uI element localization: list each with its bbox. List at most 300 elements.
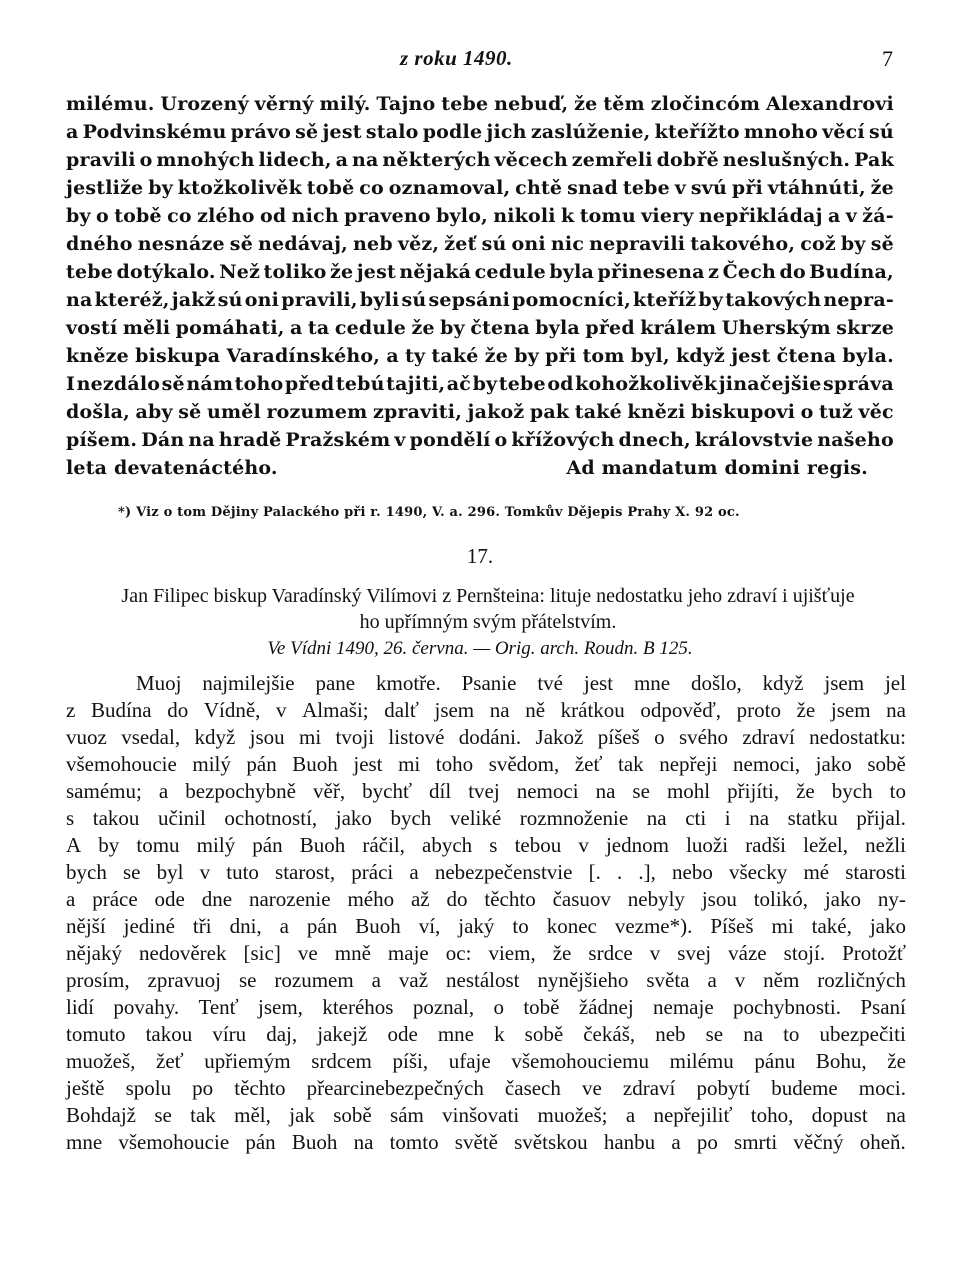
word: a (66, 887, 76, 911)
word: [. (588, 860, 601, 884)
word: přearcinebezpečných (306, 1076, 484, 1100)
word: žádnej (578, 995, 634, 1019)
word: a (335, 149, 349, 171)
word: luoži (686, 833, 729, 857)
word: rozmnoženie (519, 806, 629, 830)
word: sú (868, 121, 894, 143)
word: že (329, 261, 354, 283)
word: snad (567, 177, 618, 199)
word: statku (787, 806, 838, 830)
word: Vídně, (203, 698, 261, 722)
word: jest (583, 671, 614, 695)
word: zemřeli (571, 149, 653, 171)
word: co (167, 205, 192, 227)
word: nepra- (823, 289, 894, 311)
word: jest (322, 121, 362, 143)
word: mne (437, 1022, 474, 1046)
word: věc (858, 401, 894, 423)
word: takou (145, 1022, 193, 1046)
word: s (489, 833, 498, 857)
word: práci (351, 860, 394, 884)
word: tebú (335, 373, 385, 395)
word: a (371, 968, 381, 992)
word: a (707, 968, 717, 992)
word: čtena (470, 317, 530, 339)
word: vinšovati (442, 1103, 520, 1127)
word: hradě (218, 429, 282, 451)
word: važ (398, 968, 429, 992)
word: a (625, 1103, 636, 1127)
word: v (845, 205, 857, 227)
word: neb (655, 1022, 686, 1046)
word: tajiti, (386, 373, 446, 395)
word: jako (815, 752, 852, 776)
word: věz, (397, 233, 440, 255)
word: by (472, 373, 498, 395)
word: bych (831, 779, 873, 803)
word: listové (388, 725, 445, 749)
word: maje (387, 941, 429, 965)
word: ač (446, 373, 472, 395)
word: milému (669, 1049, 734, 1073)
word: pánu (754, 1049, 796, 1073)
word: o (494, 429, 508, 451)
word: jsem (830, 698, 871, 722)
word: tom (582, 345, 625, 367)
word: od (259, 205, 287, 227)
text-line (66, 342, 894, 370)
word: ubezpečiti (819, 1022, 906, 1046)
word: na (489, 698, 510, 722)
word: Tajno (376, 93, 436, 115)
word: rozličných (817, 968, 906, 992)
word: bylo, (436, 205, 488, 227)
word: jakejž (317, 1022, 368, 1046)
word: o (96, 205, 109, 227)
word: při (545, 345, 577, 367)
word: sám (390, 1103, 424, 1127)
word: nebezpečenstvie (434, 860, 573, 884)
word: věcí (822, 121, 865, 143)
word: kmotře. (376, 671, 441, 695)
word: kteréž, (94, 289, 170, 311)
word: biskupa (135, 345, 221, 367)
word: světě (454, 1130, 498, 1154)
word: veliké (449, 806, 502, 830)
word: byla (549, 261, 595, 283)
word: Alexandrovi (766, 93, 894, 115)
word: o (493, 995, 504, 1019)
word: jsou (701, 887, 737, 911)
word: jsem (434, 698, 475, 722)
word: díl (428, 779, 452, 803)
summary-line: Jan Filipec biskup Varadínský Vilímovi z Pernšteina: lituje nedostatku jeho zdraví i ujišťuje (121, 585, 855, 607)
word: až (410, 887, 430, 911)
word: nezdálo (76, 373, 161, 395)
word: daj, (266, 1022, 298, 1046)
word: tebe (66, 261, 114, 283)
word: knězi (627, 401, 686, 423)
word: mi (299, 725, 322, 749)
word: Dán (141, 429, 185, 451)
word: ještě (66, 1076, 105, 1100)
word: srdce (588, 941, 633, 965)
word: na (66, 289, 93, 311)
word: že (574, 93, 598, 115)
word: žá- (862, 205, 894, 227)
word: a (409, 860, 419, 884)
word: Varadínského, (226, 345, 381, 367)
word: sepsáni (428, 289, 511, 311)
word: mne (633, 671, 671, 695)
word: muožeš, (66, 1049, 136, 1073)
word: vuoz (66, 725, 107, 749)
word: váze (728, 941, 767, 965)
word: nedostatku: (809, 725, 906, 749)
word: po (696, 1130, 718, 1154)
word: Psanie (461, 671, 517, 695)
text-line (66, 994, 906, 1021)
footnote: *) Viz o tom Dějiny Palackého při r. 1490, V. a. 296. Tomkův Dějepis Prahy X. 92 oc. (118, 505, 740, 520)
word: krátkou (560, 698, 625, 722)
word: dodáni. (458, 725, 522, 749)
word: jakž (171, 289, 216, 311)
word: bych (66, 860, 107, 884)
word: praveno (344, 205, 431, 227)
word: neslušných. (722, 149, 851, 171)
word: před (585, 317, 635, 339)
word: viery (641, 205, 694, 227)
word: tuž (819, 401, 853, 423)
running-head: z roku 1490. (400, 46, 513, 70)
word: byli (359, 289, 400, 311)
text-line (66, 1129, 906, 1156)
word: nám (186, 373, 234, 395)
word: jsem, (258, 995, 303, 1019)
word: se (705, 1022, 724, 1046)
word: sú (401, 289, 427, 311)
page-number: 7 (882, 46, 893, 71)
word: a (827, 205, 841, 227)
word: takového, (690, 233, 796, 255)
word: pane (315, 671, 356, 695)
word: cedule (474, 261, 546, 283)
word: nemaje (653, 995, 714, 1019)
word: sě (178, 401, 202, 423)
word: starost, (275, 860, 336, 884)
word: oheň. (859, 1130, 906, 1154)
word: jest (731, 345, 771, 367)
word: milý (196, 833, 236, 857)
word: nepravili (589, 233, 686, 255)
word: i (724, 806, 731, 830)
word: k (494, 1022, 505, 1046)
word: těm (603, 93, 645, 115)
word: na (595, 779, 616, 803)
word: budeme (771, 1076, 838, 1100)
word: tvej (468, 779, 500, 803)
text-line (66, 1021, 906, 1048)
word: čtena (776, 345, 837, 367)
word: cti (685, 806, 707, 830)
word: dopust (811, 1103, 868, 1127)
word: z (66, 698, 76, 722)
word: jediné (123, 914, 175, 938)
text-line (66, 118, 894, 146)
word: ty (405, 345, 426, 367)
word: tři (192, 914, 212, 938)
word: vezme*). (614, 914, 693, 938)
word: sobě (867, 752, 906, 776)
word: dobřě (656, 149, 719, 171)
word: [sic] (243, 941, 281, 965)
text-line (66, 859, 906, 886)
word: tvé (537, 671, 563, 695)
word: pochybnosti. (733, 995, 841, 1019)
word: na (886, 698, 906, 722)
word: uměl (206, 401, 261, 423)
word: jako (824, 887, 861, 911)
word: a (289, 317, 303, 339)
word: podle (422, 121, 483, 143)
word: nebo (672, 860, 713, 884)
word: přijíti, (727, 779, 780, 803)
word: kohožkolivěk (575, 373, 718, 395)
word: nedověrek (139, 941, 227, 965)
word: pán (246, 752, 277, 776)
word: viem, (488, 941, 536, 965)
word: samému; (66, 779, 142, 803)
word: nynějšieho (537, 968, 629, 992)
word: co (359, 177, 384, 199)
word: oznamoval, (388, 177, 511, 199)
word: světa (646, 968, 690, 992)
word: proto (736, 698, 781, 722)
word: nebuď, (494, 93, 569, 115)
word: radši (745, 833, 787, 857)
word: v (649, 941, 661, 965)
word: jakož (467, 401, 525, 423)
word: jestliže (66, 177, 144, 199)
word: . (616, 860, 623, 884)
word: pondělí (409, 429, 491, 451)
word: pán (306, 914, 338, 938)
word: pravili (66, 149, 136, 171)
word: smrti (734, 1130, 778, 1154)
word: časuov (552, 887, 611, 911)
text-line (66, 90, 894, 118)
word: I (66, 373, 76, 395)
word: nesnáze (137, 233, 225, 255)
word: králem (640, 317, 717, 339)
word: křížových (511, 429, 615, 451)
word: o (654, 725, 665, 749)
word: ví, (418, 914, 441, 938)
word: kněze (66, 345, 129, 367)
word: byl (156, 860, 184, 884)
word: před (284, 373, 335, 395)
word: jaký (458, 914, 495, 938)
word: časech (504, 1076, 561, 1100)
word: jsem (824, 671, 865, 695)
word: toho (435, 752, 474, 776)
word: mi (771, 914, 794, 938)
word: žeť (444, 233, 477, 255)
word: nestálost (446, 968, 520, 992)
word: Bohdajž (66, 1103, 136, 1127)
text-line (66, 913, 906, 940)
word: pomocníci, (512, 289, 631, 311)
word: tebou (514, 833, 562, 857)
word: po (192, 1076, 214, 1100)
word: mnohých (156, 149, 255, 171)
closing-line (66, 454, 894, 482)
word: prosím, (66, 968, 130, 992)
word: svědom, (488, 752, 560, 776)
word: se (632, 779, 650, 803)
word: Tenť (198, 995, 239, 1019)
word: vostí (66, 317, 118, 339)
word: z (708, 261, 720, 283)
word: našeho (817, 429, 894, 451)
text-line (66, 805, 906, 832)
word: sě (295, 121, 319, 143)
word: v (674, 177, 686, 199)
word: že (796, 779, 815, 803)
text-line (66, 426, 894, 454)
word: také (574, 401, 622, 423)
word: dni, (229, 914, 262, 938)
word: tuto (226, 860, 259, 884)
word: bychť (362, 779, 412, 803)
word: že (870, 177, 894, 199)
word: svej (677, 941, 712, 965)
word: mi (398, 752, 421, 776)
word: sobě (524, 1022, 564, 1046)
word: v (199, 860, 211, 884)
word: rozumem (266, 401, 368, 423)
word: pán (252, 833, 283, 857)
text-line (66, 370, 894, 398)
word: že (411, 317, 435, 339)
word: povahy. (113, 995, 180, 1019)
word: zpravuoj (147, 968, 222, 992)
word: žeť (156, 1049, 184, 1073)
word: což (800, 233, 836, 255)
page-header (0, 46, 960, 76)
word: bezpochybně (185, 779, 297, 803)
word: tomu (136, 833, 180, 857)
word: jednom (605, 833, 669, 857)
word: spolu (125, 1076, 172, 1100)
word: tobě (114, 205, 162, 227)
word: byla. (842, 345, 894, 367)
word: Uherským (721, 317, 831, 339)
word: abych (422, 833, 473, 857)
word: zpraviti, (372, 401, 463, 423)
word: věčný (793, 1130, 844, 1154)
word: mnoho (743, 121, 818, 143)
word: víru (212, 1022, 247, 1046)
word: jest (356, 261, 396, 283)
word: oni (244, 289, 280, 311)
word: byl, (630, 345, 670, 367)
text-line (66, 230, 894, 258)
text-line (66, 258, 894, 286)
word: to (512, 914, 529, 938)
word: ně (525, 698, 546, 722)
word: všecky (728, 860, 788, 884)
word: sú (217, 289, 243, 311)
summary-line: ho upřímným svým přátelstvím. (359, 611, 617, 633)
word: píšem. (66, 429, 138, 451)
word: ode (154, 887, 185, 911)
word: dnech, (618, 429, 691, 451)
word: na (743, 1022, 764, 1046)
word: to (889, 779, 906, 803)
word: v (578, 833, 589, 857)
word: srdcem (311, 1049, 372, 1073)
word: nějaký (66, 941, 122, 965)
word: nemoci (516, 779, 579, 803)
word: Budína, (809, 261, 894, 283)
word: pak (529, 401, 570, 423)
word: ochotností, (224, 806, 318, 830)
word: upřiemým (204, 1049, 291, 1073)
word: žeť (574, 752, 603, 776)
text-line (66, 146, 894, 174)
dating-closing: leta devatenáctého. (66, 457, 278, 479)
word: a (671, 1130, 681, 1154)
word: lidí (66, 995, 95, 1019)
word: jich (486, 121, 527, 143)
word: by (98, 833, 120, 857)
word: oni (511, 233, 546, 255)
document-number: 17. (466, 544, 494, 568)
word: ktožkolivěk (177, 177, 302, 199)
word: jest (353, 752, 383, 776)
word: na (352, 149, 379, 171)
word: zdraví (622, 1076, 676, 1100)
word: správa (822, 373, 894, 395)
word: svého (678, 725, 728, 749)
word: oc: (445, 941, 472, 965)
word: v (394, 429, 406, 451)
word: Muoj (136, 671, 182, 695)
word: došlo, (691, 671, 742, 695)
word: nějaká (399, 261, 472, 283)
word: ufaje (448, 1049, 491, 1073)
word: by (440, 317, 465, 339)
word: do (446, 887, 468, 911)
word: pán (245, 1130, 276, 1154)
word: cedule (334, 317, 407, 339)
word: že (552, 941, 572, 965)
word: bych (390, 806, 432, 830)
word: ve (581, 1076, 602, 1100)
word: Buoh (299, 833, 346, 857)
word: a (66, 121, 79, 143)
word: do (167, 698, 189, 722)
word: mého (347, 887, 395, 911)
word: to (783, 1022, 800, 1046)
word: že (796, 698, 816, 722)
word: tvoji (335, 725, 375, 749)
word: při (731, 177, 763, 199)
word: tobě (306, 177, 355, 199)
word: nější (66, 914, 106, 938)
word: vtáhnúti, (767, 177, 866, 199)
